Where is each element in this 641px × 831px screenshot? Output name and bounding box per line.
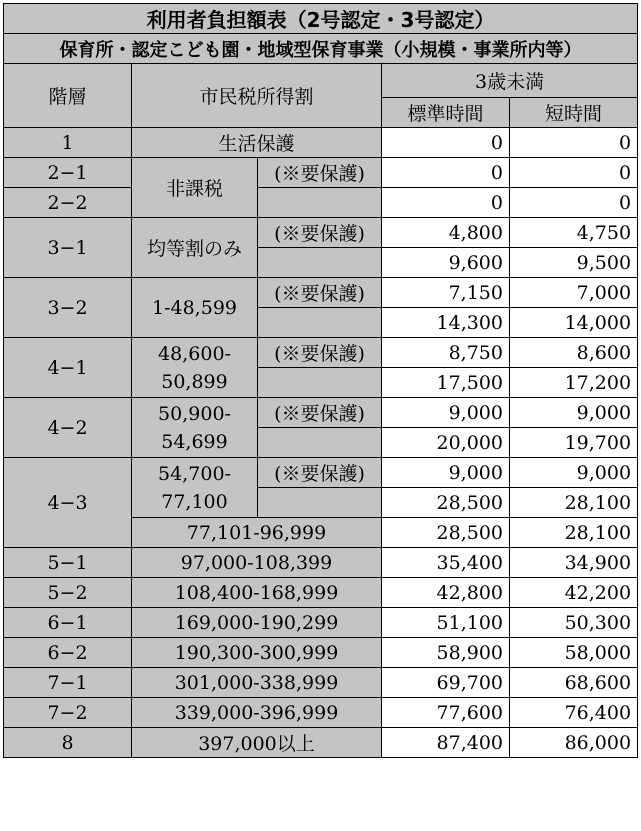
standard-fee-cell: 9,000 <box>382 458 510 488</box>
blank-cell <box>258 428 382 458</box>
tier-cell: 2−1 <box>4 158 132 188</box>
standard-fee-cell: 58,900 <box>382 638 510 668</box>
short-fee-cell: 14,000 <box>510 308 638 338</box>
short-fee-cell: 0 <box>510 128 638 158</box>
care-label: (※要保護) <box>258 338 382 368</box>
tier-cell: 7−2 <box>4 698 132 728</box>
table-row <box>4 188 638 218</box>
tax-range-start: 48,600- <box>158 342 231 365</box>
tier-cell: 3−2 <box>4 278 132 338</box>
standard-fee-cell: 69,700 <box>382 668 510 698</box>
header-standard: 標準時間 <box>382 98 510 128</box>
short-fee-cell: 4,750 <box>510 218 638 248</box>
standard-fee-cell: 7,150 <box>382 278 510 308</box>
standard-fee-cell: 9,000 <box>382 398 510 428</box>
table-row <box>4 608 638 638</box>
standard-fee-cell: 9,600 <box>382 248 510 278</box>
short-fee-cell: 7,000 <box>510 278 638 308</box>
care-label: (※要保護) <box>258 158 382 188</box>
tax-range-end: 50,899 <box>161 370 228 393</box>
short-fee-cell: 9,500 <box>510 248 638 278</box>
tax-cell: 108,400-168,999 <box>132 578 382 608</box>
short-fee-cell: 28,100 <box>510 488 638 518</box>
care-label: (※要保護) <box>258 218 382 248</box>
tax-cell <box>132 458 258 518</box>
table-row <box>4 698 638 728</box>
short-fee-cell: 76,400 <box>510 698 638 728</box>
tax-cell: 97,000-108,399 <box>132 548 382 578</box>
tier-cell: 6−2 <box>4 638 132 668</box>
header-tax: 市民税所得割 <box>132 64 382 128</box>
short-fee-cell: 68,600 <box>510 668 638 698</box>
tier-cell: 5−2 <box>4 578 132 608</box>
tax-cell: 1-48,599 <box>132 278 258 338</box>
table-row <box>4 338 638 368</box>
short-fee-cell: 0 <box>510 158 638 188</box>
short-fee-cell: 9,000 <box>510 458 638 488</box>
standard-fee-cell: 35,400 <box>382 548 510 578</box>
tier-cell: 7−1 <box>4 668 132 698</box>
short-fee-cell: 34,900 <box>510 548 638 578</box>
tax-cell <box>132 398 258 458</box>
tax-cell: 397,000以上 <box>132 728 382 758</box>
tax-range-start: 50,900- <box>158 402 231 425</box>
header-tier: 階層 <box>4 64 132 128</box>
tier-cell: 5−1 <box>4 548 132 578</box>
short-fee-cell: 42,200 <box>510 578 638 608</box>
blank-cell <box>258 488 382 518</box>
table-row <box>4 668 638 698</box>
care-label: (※要保護) <box>258 458 382 488</box>
standard-fee-cell: 17,500 <box>382 368 510 398</box>
short-fee-cell: 17,200 <box>510 368 638 398</box>
tax-cell: 均等割のみ <box>132 218 258 278</box>
standard-fee-cell: 20,000 <box>382 428 510 458</box>
tax-cell: 190,300-300,999 <box>132 638 382 668</box>
fee-table <box>3 3 638 758</box>
tax-cell <box>132 338 258 398</box>
blank-cell <box>258 188 382 218</box>
short-fee-cell: 58,000 <box>510 638 638 668</box>
table-title: 利用者負担額表（2号認定・3号認定） <box>4 4 638 34</box>
table-subtitle: 保育所・認定こども園・地域型保育事業（小規模・事業所内等） <box>4 34 638 64</box>
tax-range-end: 77,100 <box>161 490 228 513</box>
tax-cell: 301,000-338,999 <box>132 668 382 698</box>
tax-cell: 339,000-396,999 <box>132 698 382 728</box>
tier-cell: 4−3 <box>4 458 132 548</box>
short-fee-cell: 9,000 <box>510 398 638 428</box>
standard-fee-cell: 51,100 <box>382 608 510 638</box>
table-row <box>4 128 638 158</box>
tax-cell: 77,101-96,999 <box>132 518 382 548</box>
standard-fee-cell: 77,600 <box>382 698 510 728</box>
tax-range-start: 54,700- <box>158 462 231 485</box>
standard-fee-cell: 28,500 <box>382 518 510 548</box>
standard-fee-cell: 4,800 <box>382 218 510 248</box>
standard-fee-cell: 42,800 <box>382 578 510 608</box>
blank-cell <box>258 368 382 398</box>
table-row <box>4 218 638 248</box>
short-fee-cell: 19,700 <box>510 428 638 458</box>
table-row <box>4 398 638 428</box>
table-row <box>4 548 638 578</box>
standard-fee-cell: 0 <box>382 188 510 218</box>
short-fee-cell: 50,300 <box>510 608 638 638</box>
table-row <box>4 728 638 758</box>
table-row <box>4 458 638 488</box>
tier-cell: 4−1 <box>4 338 132 398</box>
header-short: 短時間 <box>510 98 638 128</box>
tier-cell: 6−1 <box>4 608 132 638</box>
standard-fee-cell: 14,300 <box>382 308 510 338</box>
standard-fee-cell: 28,500 <box>382 488 510 518</box>
tier-cell: 2−2 <box>4 188 132 218</box>
short-fee-cell: 28,100 <box>510 518 638 548</box>
tier-cell: 3−1 <box>4 218 132 278</box>
standard-fee-cell: 87,400 <box>382 728 510 758</box>
short-fee-cell: 8,600 <box>510 338 638 368</box>
tax-cell: 非課税 <box>132 158 258 218</box>
tax-cell: 生活保護 <box>132 128 382 158</box>
table-row <box>4 158 638 188</box>
tax-range-end: 54,699 <box>161 430 228 453</box>
table-row <box>4 578 638 608</box>
short-fee-cell: 0 <box>510 188 638 218</box>
standard-fee-cell: 0 <box>382 158 510 188</box>
header-age-group: 3歳未満 <box>382 64 638 98</box>
tax-cell: 169,000-190,299 <box>132 608 382 638</box>
care-label: (※要保護) <box>258 278 382 308</box>
table-row <box>4 278 638 308</box>
standard-fee-cell: 0 <box>382 128 510 158</box>
care-label: (※要保護) <box>258 398 382 428</box>
short-fee-cell: 86,000 <box>510 728 638 758</box>
standard-fee-cell: 8,750 <box>382 338 510 368</box>
blank-cell <box>258 308 382 338</box>
tier-cell: 8 <box>4 728 132 758</box>
tier-cell: 1 <box>4 128 132 158</box>
table-row <box>4 638 638 668</box>
tier-cell: 4−2 <box>4 398 132 458</box>
blank-cell <box>258 248 382 278</box>
